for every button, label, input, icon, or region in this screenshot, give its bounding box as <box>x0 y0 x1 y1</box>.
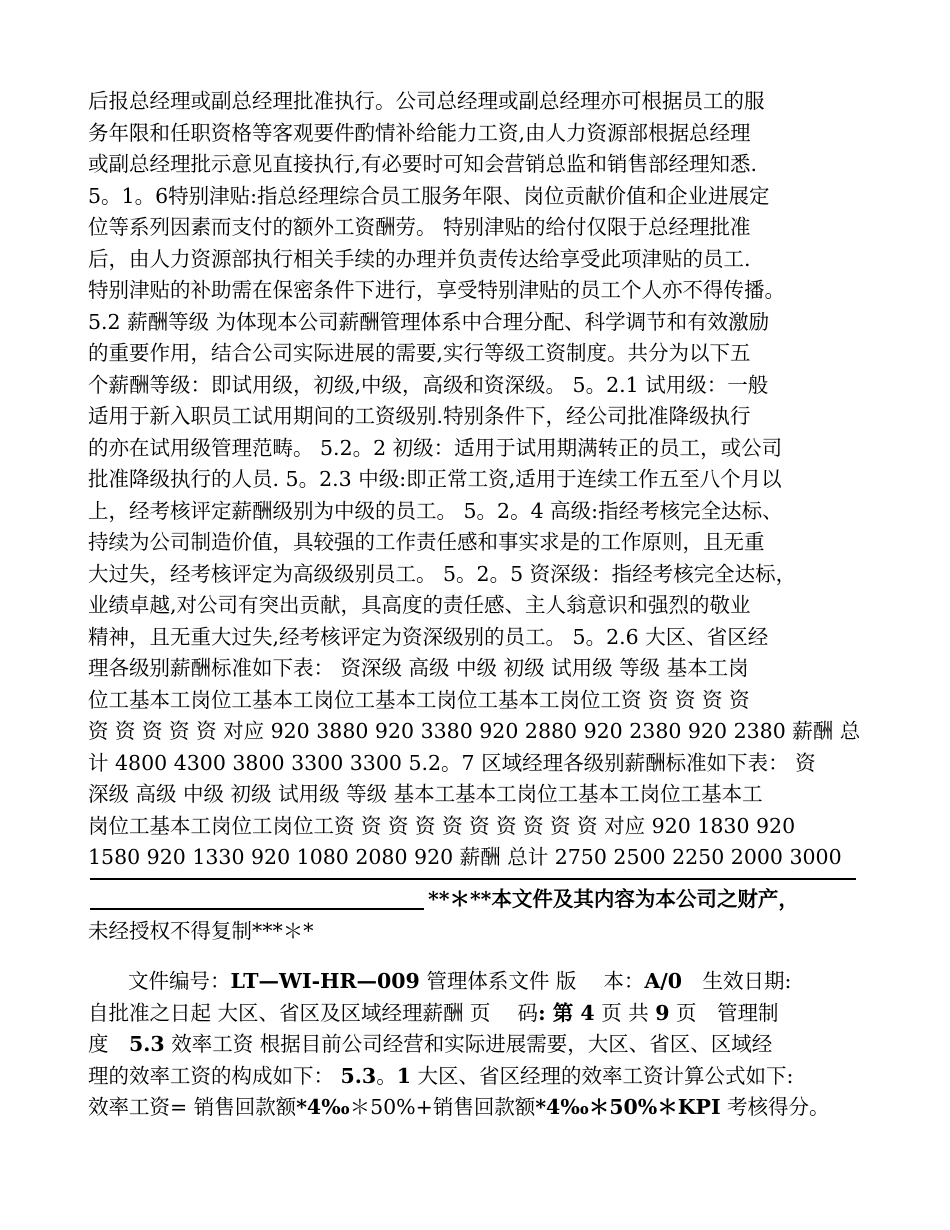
body-line: 批准降级执行的人员. 5。2.3 中级:即正常工资,适用于连续工作五至八个月以 <box>88 467 782 491</box>
confidential-notice <box>88 884 878 947</box>
body-line: 5。1。6特别津贴:指总经理综合员工服务年限、岗位贡献价值和企业进展定 <box>88 183 770 208</box>
body-line: 的亦在试用级管理范畴。 5.2。2 初级：适用于试用期满转正的员工，或公司 <box>88 435 783 460</box>
body-line: 1580 920 1330 920 1080 2080 920 薪酬 总计 2750 2500 2250 2000 3000 <box>88 845 842 869</box>
body-line: 适用于新入职员工试用期间的工资级别.特别条件下，经公司批准降级执行 <box>88 404 751 428</box>
doc-info-line: 理的效率工资的构成如下： 5.3。1 大区、省区经理的效率工资计算公式如下: <box>88 1063 794 1088</box>
document-body <box>88 86 878 874</box>
body-line: 或副总经理批示意见直接执行,有必要时可知会营销总监和销售部经理知悉. <box>88 152 758 176</box>
notice-line: 未经授权不得复制***＊* <box>88 918 314 943</box>
body-line: 后报总经理或副总经理批准执行。公司总经理或副总经理亦可根据员工的服 <box>88 89 765 113</box>
body-line: 5.2 薪酬等级 为体现本公司薪酬管理体系中合理分配、科学调节和有效激励 <box>88 309 770 334</box>
body-line: 特别津贴的补助需在保密条件下进行，享受特别津贴的员工个人亦不得传播。 <box>88 278 785 302</box>
body-line: 上，经考核评定薪酬级别为中级的员工。 5。2。4 高级:指经考核完全达标、 <box>88 498 783 523</box>
body-line: 岗位工基本工岗位工岗位工资 资 资 资 资 资 资 资 资 资 对应 920 1830 920 <box>88 813 796 838</box>
body-line: 深级 高级 中级 初级 试用级 等级 基本工基本工岗位工基本工岗位工基本工 <box>88 782 763 806</box>
body-line: 位等系列因素而支付的额外工资酬劳。 特别津贴的给付仅限于总经理批准 <box>88 215 751 239</box>
document-header-block <box>88 966 878 1124</box>
body-line: 位工基本工岗位工基本工岗位工基本工岗位工基本工岗位工资 资 资 资 资 <box>88 687 750 712</box>
body-line: 后，由人力资源部执行相关手续的办理并负责传达给享受此项津贴的员工. <box>88 246 751 271</box>
divider-rule <box>90 878 856 880</box>
body-line: 精神，且无重大过失,经考核评定为资深级别的员工。 5。2.6 大区、省区经 <box>88 624 769 649</box>
formula-line: 效率工资= 销售回款额*4‰＊50%+销售回款额*4‰＊50%＊KPI 考核得分。 <box>88 1095 830 1119</box>
body-line: 理各级别薪酬标准如下表： 资深级 高级 中级 初级 试用级 等级 基本工岗 <box>88 656 749 680</box>
body-line: 务年限和任职资格等客观要件酌情补给能力工资,由人力资源部根据总经理 <box>88 120 751 145</box>
body-line: 资 资 资 资 资 对应 920 3880 920 3380 920 2880 920 2380 920 2380 薪酬 总 <box>88 719 861 743</box>
body-line: 个薪酬等级：即试用级，初级,中级，高级和资深级。 5。2.1 试用级：一般 <box>88 372 769 397</box>
doc-info-line: 自批准之日起 大区、省区及区域经理薪酬 页 码: 第 4 页 共 9 页 管理制 <box>88 1000 779 1025</box>
body-line: 大过失，经考核评定为高级级别员工。 5。2。5 资深级：指经考核完全达标， <box>88 561 797 586</box>
doc-info-line: 度 5.3 效率工资 根据目前公司经营和实际进展需要，大区、省区、区域经 <box>88 1032 773 1056</box>
body-line: 业绩卓越,对公司有突出贡献，具高度的责任感、主人翁意识和强烈的敬业 <box>88 593 751 617</box>
notice-line: **＊**本文件及其内容为本公司之财产， <box>428 887 799 911</box>
body-line: 持续为公司制造价值，具较强的工作责任感和事实求是的工作原则，且无重 <box>88 530 765 554</box>
body-line: 计 4800 4300 3800 3300 3300 5.2。7 区域经理各级别薪酬标准如下表： 资 <box>88 750 816 775</box>
doc-info-line: 文件编号：LT—WI-HR—009 管理体系文件 版 本：A/0 生效日期: <box>128 969 792 993</box>
body-line: 的重要作用，结合公司实际进展的需要,实行等级工资制度。共分为以下五 <box>88 341 751 365</box>
